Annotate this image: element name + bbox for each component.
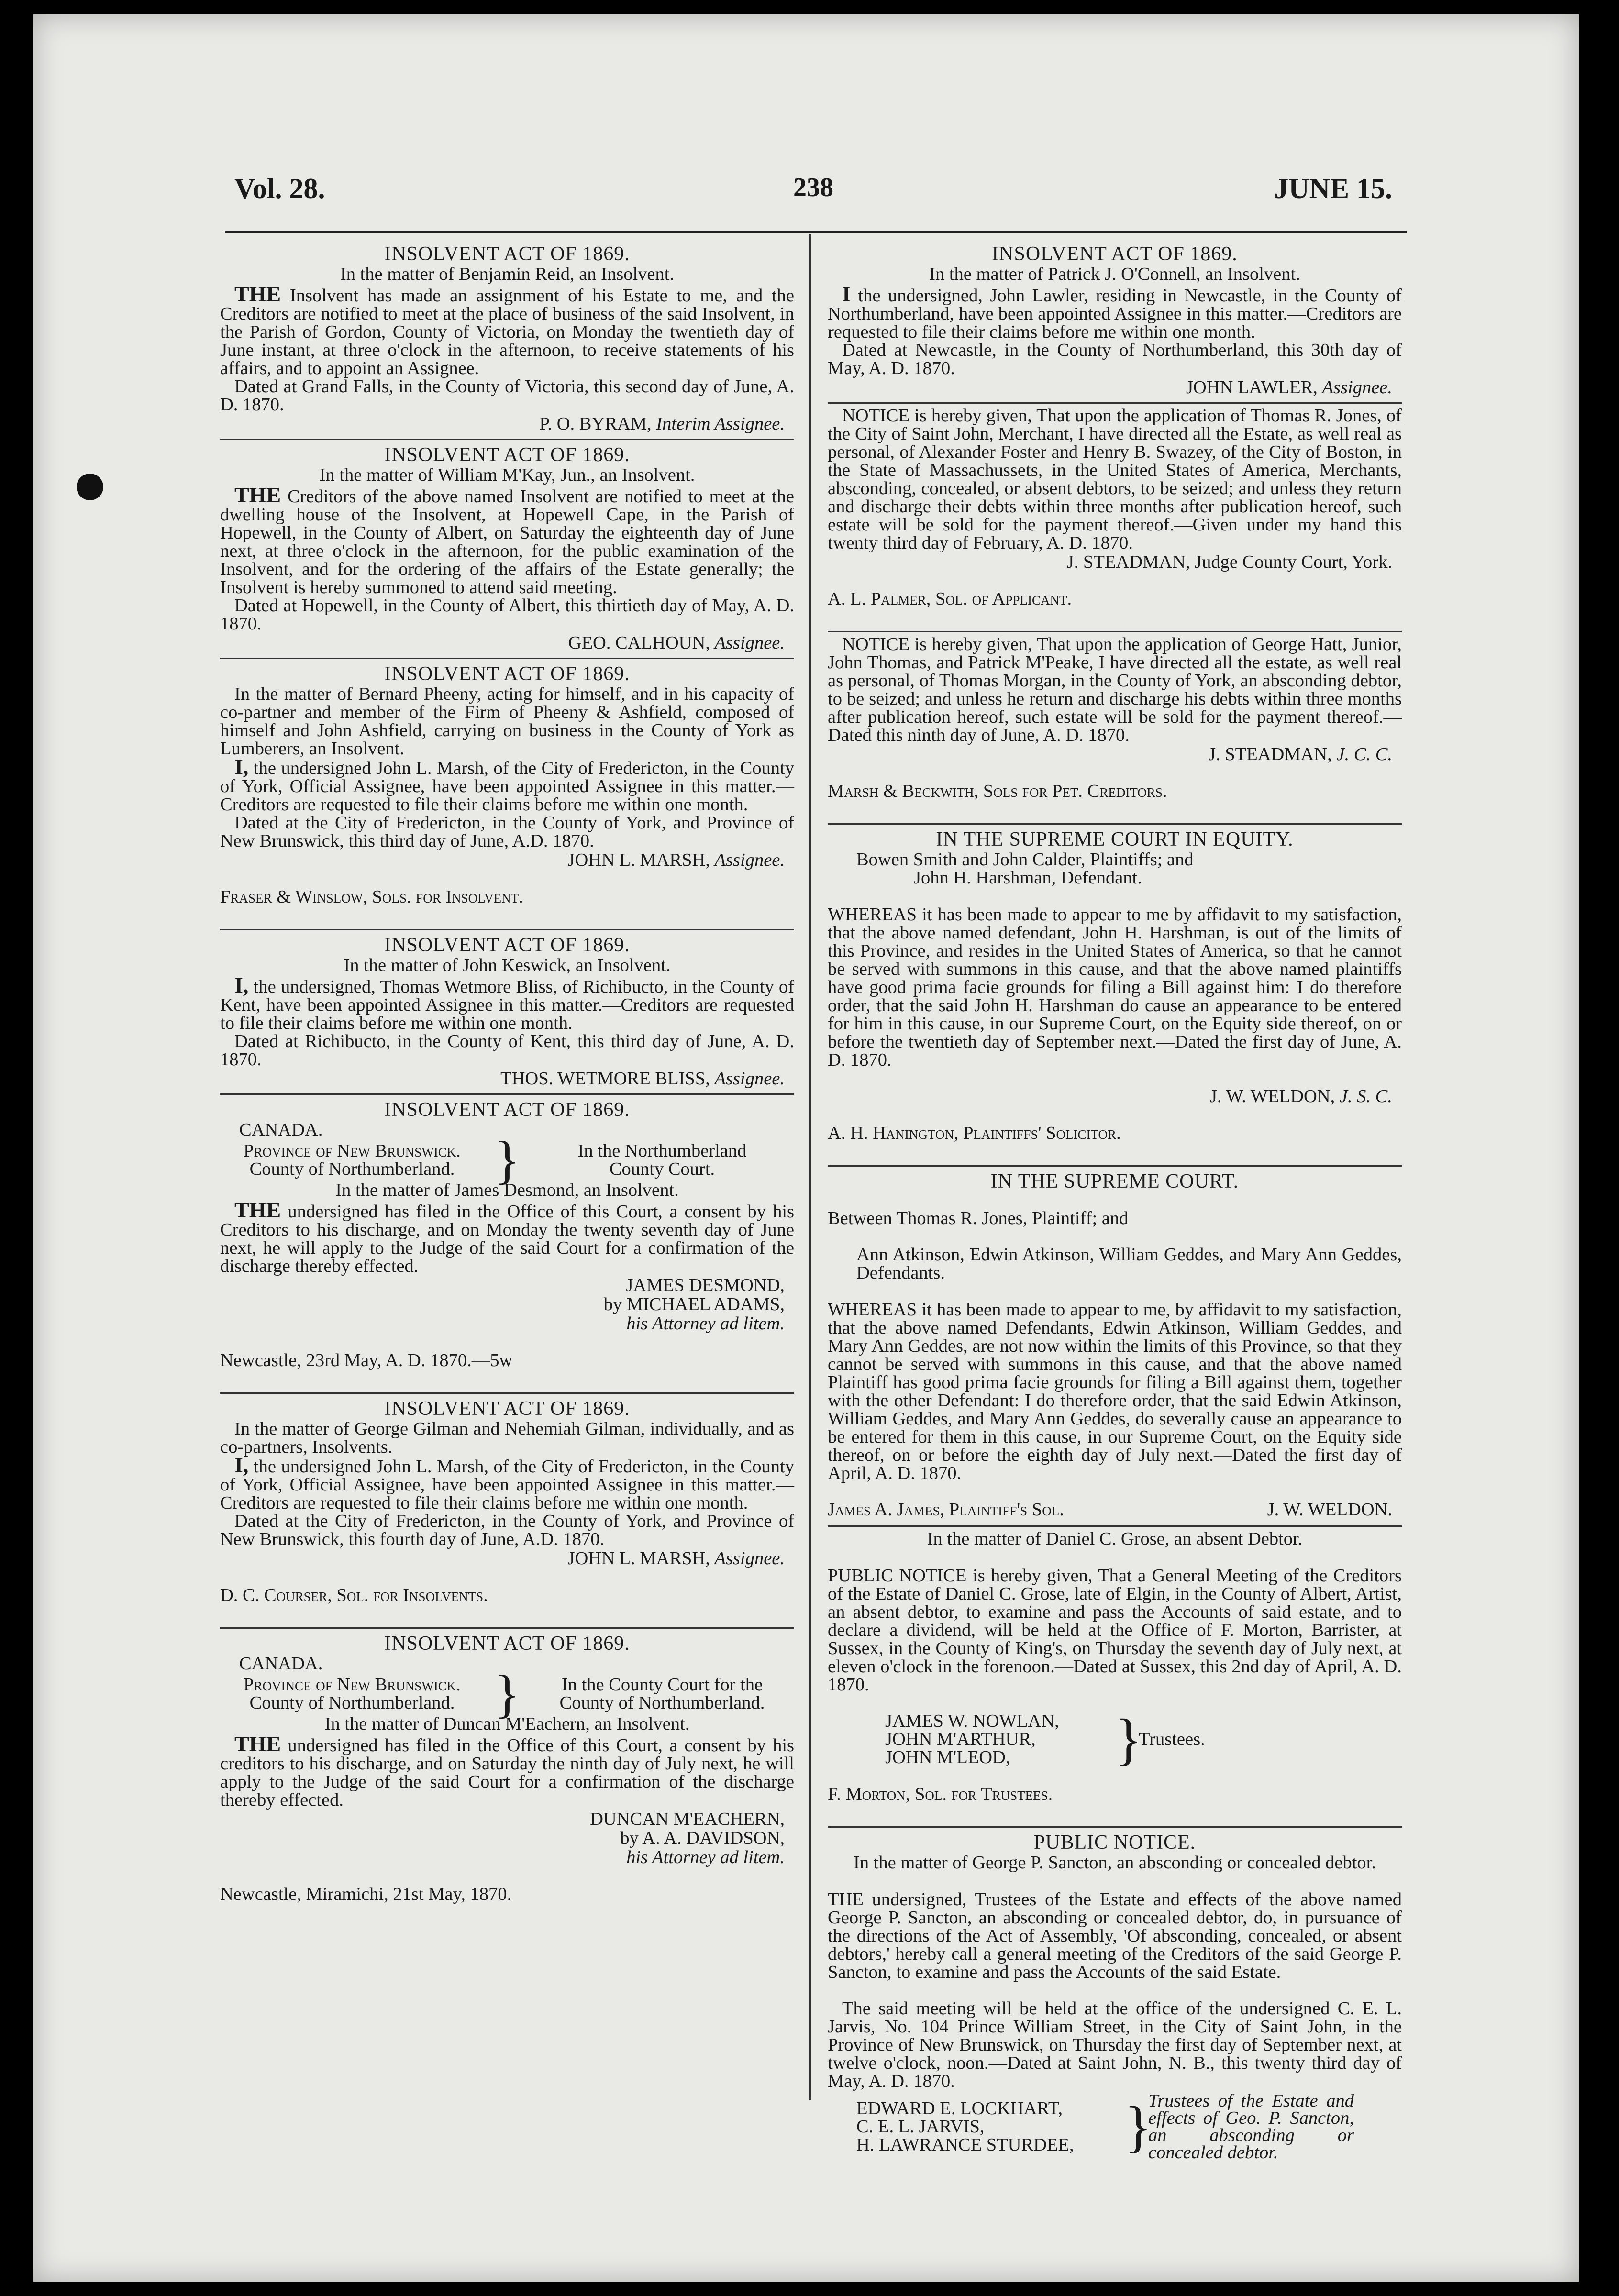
signature-role: J. C. C. (1336, 744, 1392, 764)
court-heading (220, 1131, 794, 1189)
parties-line-a: Bowen Smith and John Calder, Plaintiffs; and (856, 850, 1194, 870)
notice-title: INSOLVENT ACT OF 1869. (384, 1398, 630, 1420)
notice-body-2: The said meeting will be held at the office of the undersigned C. E. L. Jarvis, No. 104 Prince William Street, in the City of Saint John, in the Province of New Brunswick, on Thursday the first day of September next, at twelve o'clock, noon.—Dated at Saint John, N. B., this twenty third day of May, A. D. 1870. (828, 1998, 1402, 2091)
brace: } (1124, 2095, 1152, 2158)
notice-body: WHEREAS it has been made to appear to me, by affidavit to my satisfaction, that the above named Defendants, Edwin Atkinson, William Geddes, and Mary Ann Geddes, are not now within the limits of this Province, so that they cannot be served with summons in this cause, and that the above named Plaintiff has good prima facie grounds for filing a Bill against them, together with the other Defendant: I do therefore order, that the said Edwin Atkinson, William Geddes, and Mary Ann Geddes, do severally cause an appearance to be entered for them in this cause, in our Supreme Court, on the Equity side thereof, on or before the eighth day of July next.—Dated the first day of April, A. D. 1870. (828, 1299, 1402, 1483)
court-line-a: In the County Court for the (561, 1675, 763, 1695)
notice-benjamin-reid (220, 239, 794, 440)
signature: DUNCAN M'EACHERN, (590, 1809, 785, 1829)
trustee-name: JOHN M'ARTHUR, (885, 1729, 1036, 1749)
by-attorney: by A. A. DAVIDSON, (620, 1828, 785, 1848)
notice-dated: Dated at Grand Falls, in the County of Victoria, this second day of June, A. D. 1870. (220, 376, 794, 415)
notice-body: undersigned has filed in the Office of this Court, a consent by his creditors to his discharge, and on Saturday the ninth day of July next, he will apply to the Judge of the said Court for a confirmation of the discharge thereby effected. (220, 1735, 794, 1810)
solicitor-line: A. L. Palmer, Sol. of Applicant. (828, 588, 1072, 609)
signature: J. STEADMAN, Judge County Court, York. (1066, 552, 1392, 572)
right-column (828, 239, 1402, 2166)
notice-duncan-meachern (220, 1629, 794, 1926)
signature-role: Assignee. (714, 633, 785, 653)
column-divider (809, 234, 811, 2100)
notice-james-desmond (220, 1095, 794, 1394)
notice-body: the undersigned, Thomas Wetmore Bliss, of Richibucto, in the County of Kent, have been appointed Assignee in this matter.—Creditors are requested to file their claims before me within one month. (220, 977, 794, 1033)
notice-matter: In the matter of George Gilman and Nehemiah Gilman, individually, and as co-partners, Insolvents. (220, 1419, 794, 1457)
attorney-role: his Attorney ad litem. (626, 1314, 785, 1334)
notice-body: Insolvent has made an assignment of his Estate to me, and the Creditors are notified to meet at the place of business of the said Insolvent, in the Parish of Gordon, County of Victoria, on Monday the twentieth day of June instant, at three o'clock in the afternoon, to receive statements of his affairs, and to appoint an Assignee. (220, 286, 794, 378)
notice-equity-harshman (828, 825, 1402, 1167)
page-number: 238 (793, 173, 833, 202)
province-label: Province of New Brunswick. (244, 1141, 461, 1161)
solicitor-line: F. Morton, Sol. for Trustees. (828, 1784, 1053, 1804)
lead-word: THE (234, 1732, 281, 1756)
brace: } (494, 1131, 520, 1189)
signature: JOHN L. MARSH, (567, 1548, 710, 1568)
notice-title: IN THE SUPREME COURT IN EQUITY. (936, 828, 1294, 850)
volume-label: Vol. 28. (234, 173, 325, 204)
court-line-b: County Court. (609, 1159, 715, 1179)
signature: J. W. WELDON. (1267, 1500, 1392, 1520)
lead-word: I, (234, 1453, 249, 1477)
signature: GEO. CALHOUN, (568, 633, 710, 653)
notice-body: NOTICE is hereby given, That upon the application of Thomas R. Jones, of the City of Saint John, Merchant, I have directed all the Estate, as well real as personal, of Alexander Foster and Henry B. Swazey, of the City of Boston, in the State of Massachussets, in the United States of America, Merchants, absconding, concealed, or absent debtors, to be seized; and unless they return and discharge their debts within three months after publication hereof, such estate will be sold for the payment thereof.—Given under my hand this twenty third day of February, A. D. 1870. (828, 406, 1402, 553)
notice-body: PUBLIC NOTICE is hereby given, That a General Meeting of the Creditors of the Estate of Daniel C. Grose, late of Elgin, in the County of Albert, Artist, an absent debtor, to examine and pass the Accounts of said estate, and to declare a dividend, will be held at the Office of F. Morton, Barrister, at Sussex, in the County of King's, on Thursday the seventh day of July next, at eleven o'clock in the forenoon.—Dated at Sussex, this 2nd day of April, A. D. 1870. (828, 1565, 1402, 1695)
notice-body: the undersigned John L. Marsh, of the City of Fredericton, in the County of York, Official Assignee, have been appointed Assignee in this matter.—Creditors are requested to file their claims before me within one month. (220, 758, 795, 815)
parties-line-b: John H. Harshman, Defendant. (914, 868, 1142, 888)
notice-matter: In the matter of Bernard Pheeny, acting for himself, and in his capacity of co-partner and member of the Firm of Pheeny & Ashfield, composed of himself and John Ashfield, carrying on business in the County of York as Lumberers, an Insolvent. (220, 684, 794, 759)
court-heading (220, 1665, 794, 1723)
notice-gilman (220, 1394, 794, 1629)
signature-role: Assignee. (714, 1069, 785, 1089)
signature-role: Interim Assignee. (656, 414, 785, 434)
brace: } (494, 1665, 520, 1723)
trustee-role: Trustees. (1139, 1729, 1205, 1749)
notice-foster-swazey (828, 404, 1402, 632)
notice-title: INSOLVENT ACT OF 1869. (384, 934, 630, 956)
signature: J. STEADMAN, (1209, 744, 1332, 764)
trustee-signatures (856, 2092, 1402, 2161)
canada-label: CANADA. (239, 1654, 323, 1674)
issue-date: JUNE 15. (1274, 173, 1392, 204)
notice-body: undersigned has filed in the Office of this Court, a consent by his Creditors to his discharge, and on Monday the twenty seventh day of June next, he will apply to the Judge of the said Court for a confirmation of the discharge thereby effected. (220, 1202, 794, 1276)
county-label: County of Northumberland. (249, 1693, 455, 1713)
page-header (234, 158, 1392, 225)
notice-daniel-grose (828, 1527, 1402, 1828)
brace: } (1115, 1707, 1142, 1771)
signature: P. O. BYRAM, (539, 414, 652, 434)
notice-title: INSOLVENT ACT OF 1869. (384, 444, 630, 466)
notice-matter: In the matter of Benjamin Reid, an Insolvent. (340, 264, 675, 284)
attorney-role: his Attorney ad litem. (626, 1847, 785, 1867)
notice-matter: In the matter of John Keswick, an Insolvent. (344, 955, 671, 975)
notice-title: INSOLVENT ACT OF 1869. (384, 243, 630, 265)
signature-role: Assignee. (714, 850, 785, 870)
notice-title: IN THE SUPREME COURT. (990, 1170, 1239, 1192)
trustee-role: Trustees of the Estate and effects of Geo. P. Sancton, an absconding or concealed debtor. (1148, 2091, 1354, 2163)
notice-matter: In the matter of James Desmond, an Insolvent. (335, 1180, 679, 1200)
court-line-b: County of Northumberland. (559, 1693, 765, 1713)
notice-title: INSOLVENT ACT OF 1869. (384, 1633, 630, 1655)
notice-john-keswick (220, 930, 794, 1095)
by-attorney: by MICHAEL ADAMS, (603, 1294, 785, 1314)
court-line-a: In the Northumberland (577, 1141, 747, 1161)
signature-role: Assignee. (1322, 377, 1392, 397)
notice-body: WHEREAS it has been made to appear to me by affidavit to my satisfaction, that the above named defendant, John H. Harshman, is out of the limits of this Province, and resides in the United States of America, so that he cannot be served with summons in this cause, and that the above named plaintiffs have good prima facie grounds for filing a Bill against him: I do therefore order, that the said John H. Harshman do cause an appearance to be entered for him in this cause, in our Supreme Court, on the Equity side thereof, on or before the twentieth day of September next.—Dated the first day of June, A. D. 1870. (828, 904, 1402, 1070)
lead-word: THE (234, 282, 281, 306)
notice-george-sancton (828, 1828, 1402, 2166)
lead-word: THE (234, 1198, 281, 1222)
notice-title: PUBLIC NOTICE. (1033, 1832, 1196, 1854)
solicitor-line: A. H. Hanington, Plaintiffs' Solicitor. (828, 1123, 1121, 1143)
signature: JOHN LAWLER, (1186, 377, 1318, 397)
notice-body: THE undersigned, Trustees of the Estate and effects of the above named George P. Sancton, an absconding or concealed debtor, do, in pursuance of the directions of the Act of Assembly, 'Of absconding, concealed, or absent debtors,' hereby call a general meeting of the Creditors of the said George P. Sancton, to examine and pass the Accounts of the said Estate. (828, 1889, 1402, 1982)
notice-patrick-oconnell (828, 239, 1402, 404)
notice-dated: Dated at Richibucto, in the County of Kent, this third day of June, A. D. 1870. (220, 1031, 794, 1070)
notice-thomas-morgan (828, 632, 1402, 825)
trustee-name: JAMES W. NOWLAN, (885, 1711, 1059, 1731)
signature: J. W. WELDON, (1209, 1086, 1335, 1106)
parties-line-b: Ann Atkinson, Edwin Atkinson, William Geddes, and Mary Ann Geddes, Defendants. (856, 1245, 1402, 1283)
trustee-signatures (885, 1707, 1402, 1771)
notice-title: INSOLVENT ACT OF 1869. (384, 1099, 630, 1121)
punch-hole (77, 474, 103, 500)
notice-title: INSOLVENT ACT OF 1869. (992, 243, 1238, 265)
gazette-page (33, 14, 1579, 2282)
notice-bernard-pheeny (220, 659, 794, 930)
signature: JOHN L. MARSH, (567, 850, 710, 870)
notice-title: INSOLVENT ACT OF 1869. (384, 663, 630, 685)
notice-body: Creditors of the above named Insolvent are notified to meet at the dwelling house of the Insolvent, at Hopewell Cape, in the Parish of Hopewell, in the County of Albert, on Saturday the eighteenth day of June next, at three o'clock in the afternoon, for the public examination of the Insolvent, and for the ordering of the affairs of the Estate generally; the Insolvent is hereby summoned to attend said meeting. (220, 486, 794, 597)
notice-body: the undersigned John L. Marsh, of the City of Fredericton, in the County of York, Official Assignee, have been appointed Assignee in this matter.—Creditors are requested to file their claims before me within one month. (220, 1457, 795, 1513)
solicitor-line: D. C. Courser, Sol. for Insolvents. (220, 1585, 488, 1605)
solicitor-line: Fraser & Winslow, Sols. for Insolvent. (220, 886, 523, 907)
notice-supreme-jones (828, 1167, 1402, 1527)
notice-dated: Dated at Newcastle, in the County of Northumberland, this 30th day of May, A. D. 1870. (828, 340, 1402, 378)
notice-matter: In the matter of Patrick J. O'Connell, an Insolvent. (929, 264, 1300, 284)
parties-line-a: Between Thomas R. Jones, Plaintiff; and (828, 1208, 1129, 1228)
left-column (220, 239, 794, 1926)
notice-dated: Newcastle, Miramichi, 21st May, 1870. (220, 1884, 512, 1904)
trustee-name: EDWARD E. LOCKHART, (856, 2098, 1063, 2119)
trustee-name: H. LAWRANCE STURDEE, (856, 2135, 1074, 2155)
notice-matter: In the matter of Daniel C. Grose, an absent Debtor. (927, 1529, 1303, 1549)
notice-dated: Dated at the City of Fredericton, in the County of York, and Province of New Brunswick, this third day of June, A.D. 1870. (220, 813, 794, 851)
canada-label: CANADA. (239, 1120, 323, 1140)
notice-dated: Dated at Hopewell, in the County of Albert, this thirtieth day of May, A. D. 1870. (220, 596, 794, 634)
notice-dated: Newcastle, 23rd May, A. D. 1870.—5w (220, 1350, 513, 1370)
province-label: Province of New Brunswick. (244, 1675, 461, 1695)
signature: THOS. WETMORE BLISS, (500, 1069, 710, 1089)
header-rule (225, 231, 1407, 233)
county-label: County of Northumberland. (249, 1159, 455, 1179)
solicitor-line: Marsh & Beckwith, Sols for Pet. Creditors. (828, 781, 1167, 801)
notice-body: NOTICE is hereby given, That upon the application of George Hatt, Junior, John Thomas, and Patrick M'Peake, I have directed all the estate, as well real as personal, of Thomas Morgan, in the County of York, an absconding debtor, to be seized; and unless he return and discharge his debts within three months after publication hereof, such estate will be sold for the payment thereof.—Dated this ninth day of June, A. D. 1870. (828, 634, 1402, 745)
notice-matter: In the matter of George P. Sancton, an absconding or concealed debtor. (854, 1853, 1376, 1873)
notice-body: the undersigned, John Lawler, residing in Newcastle, in the County of Northumberland, have been appointed Assignee in this matter.—Creditors are requested to file their claims before me within one month. (828, 286, 1402, 342)
lead-word: THE (234, 483, 281, 507)
signature: JAMES DESMOND, (626, 1275, 785, 1295)
notice-matter: In the matter of Duncan M'Eachern, an Insolvent. (324, 1714, 690, 1734)
trustee-name: C. E. L. JARVIS, (856, 2117, 985, 2137)
lead-word: I (842, 282, 851, 306)
signature-role: Assignee. (714, 1548, 785, 1568)
lead-word: I, (234, 973, 249, 997)
notice-dated: Dated at the City of Fredericton, in the County of York, and Province of New Brunswick, this fourth day of June, A.D. 1870. (220, 1511, 794, 1549)
signature-role: J. S. C. (1339, 1086, 1392, 1106)
trustee-name: JOHN M'LEOD, (885, 1747, 1010, 1767)
solicitor-line: James A. James, Plaintiff's Sol. (828, 1500, 1064, 1520)
notice-william-mkay (220, 440, 794, 659)
lead-word: I, (234, 754, 249, 779)
notice-matter: In the matter of William M'Kay, Jun., an Insolvent. (319, 465, 695, 485)
